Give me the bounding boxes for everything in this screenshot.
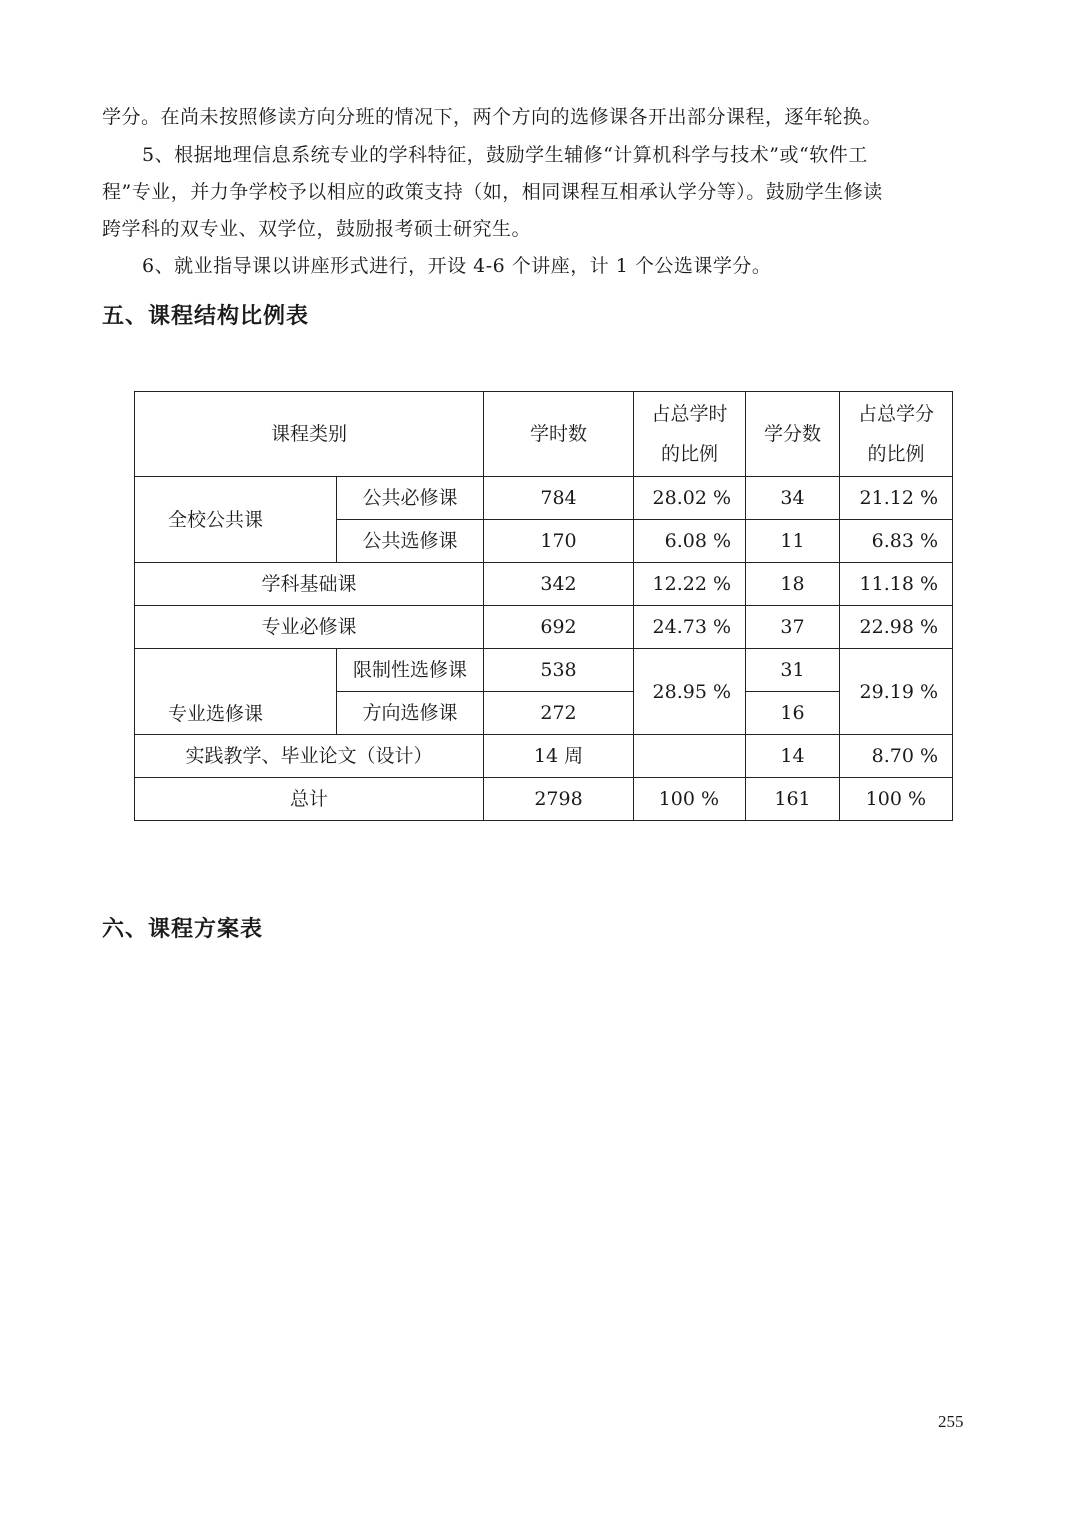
credits-ratio-cell: 29.19 % — [840, 649, 953, 735]
credits-ratio-cell: 11.18 % — [840, 563, 953, 606]
hours-ratio-cell: 100 % — [634, 778, 746, 821]
row-name: 方向选修课 — [337, 692, 484, 735]
header-credits-ratio-line1: 占总学分 — [858, 403, 935, 425]
hours-cell: 784 — [484, 477, 634, 520]
row-name: 学科基础课 — [135, 563, 484, 606]
credits-cell: 18 — [746, 563, 840, 606]
credits-ratio-cell: 22.98 % — [840, 606, 953, 649]
hours-cell: 2798 — [484, 778, 634, 821]
hours-ratio-cell: 6.08 % — [634, 520, 746, 563]
credits-ratio-cell: 100 % — [840, 778, 953, 821]
credits-ratio-cell: 6.83 % — [840, 520, 953, 563]
row-name: 专业必修课 — [135, 606, 484, 649]
course-structure-table — [134, 391, 953, 821]
credits-cell: 31 — [746, 649, 840, 692]
paragraph-line: 5、根据地理信息系统专业的学科特征，鼓励学生辅修“计算机科学与技术”或“软件工 — [142, 144, 868, 166]
table-row — [135, 735, 953, 778]
hours-cell: 538 — [484, 649, 634, 692]
credits-ratio-cell: 8.70 % — [840, 735, 953, 778]
hours-cell: 272 — [484, 692, 634, 735]
row-name: 总计 — [135, 778, 484, 821]
table-row — [135, 606, 953, 649]
paragraph-line: 程”专业，并力争学校予以相应的政策支持（如，相同课程互相承认学分等）。鼓励学生修读 — [102, 181, 883, 203]
paragraph-line: 6、就业指导课以讲座形式进行，开设 4-6 个讲座，计 1 个公选课学分。 — [142, 255, 772, 277]
group-major-elective: 专业选修课 — [135, 649, 337, 735]
hours-ratio-cell: 24.73 % — [634, 606, 746, 649]
table-row — [135, 477, 953, 520]
header-credits: 学分数 — [746, 392, 840, 477]
group-public: 全校公共课 — [135, 477, 337, 563]
header-hours: 学时数 — [484, 392, 634, 477]
hours-cell: 170 — [484, 520, 634, 563]
credits-cell: 14 — [746, 735, 840, 778]
paragraph-line: 跨学科的双专业、双学位，鼓励报考硕士研究生。 — [102, 218, 532, 240]
hours-ratio-cell — [634, 735, 746, 778]
credits-cell: 37 — [746, 606, 840, 649]
credits-cell: 11 — [746, 520, 840, 563]
hours-ratio-cell: 28.95 % — [634, 649, 746, 735]
hours-cell: 342 — [484, 563, 634, 606]
header-hours-ratio-line1: 占总学时 — [651, 403, 728, 425]
section-heading-5: 五、课程结构比例表 — [102, 304, 310, 329]
header-category: 课程类别 — [135, 392, 484, 477]
table-header-row — [135, 392, 953, 477]
credits-ratio-cell: 21.12 % — [840, 477, 953, 520]
table-row — [135, 649, 953, 692]
hours-ratio-cell: 28.02 % — [634, 477, 746, 520]
row-name: 公共必修课 — [337, 477, 484, 520]
hours-ratio-cell: 12.22 % — [634, 563, 746, 606]
hours-cell: 692 — [484, 606, 634, 649]
row-name: 限制性选修课 — [337, 649, 484, 692]
credits-cell: 34 — [746, 477, 840, 520]
header-hours-ratio — [634, 392, 746, 477]
table-row-total — [135, 778, 953, 821]
row-name: 公共选修课 — [337, 520, 484, 563]
row-name: 实践教学、毕业论文（设计） — [135, 735, 484, 778]
section-heading-6: 六、课程方案表 — [102, 917, 264, 942]
credits-cell: 16 — [746, 692, 840, 735]
paragraph-line: 学分。在尚未按照修读方向分班的情况下，两个方向的选修课各开出部分课程，逐年轮换。 — [102, 106, 883, 128]
header-credits-ratio — [840, 392, 953, 477]
table-row — [135, 563, 953, 606]
credits-cell: 161 — [746, 778, 840, 821]
hours-cell: 14 周 — [484, 735, 634, 778]
header-credits-ratio-line2: 的比例 — [867, 443, 925, 465]
page-number: 255 — [938, 1412, 964, 1431]
header-hours-ratio-line2: 的比例 — [661, 443, 719, 465]
